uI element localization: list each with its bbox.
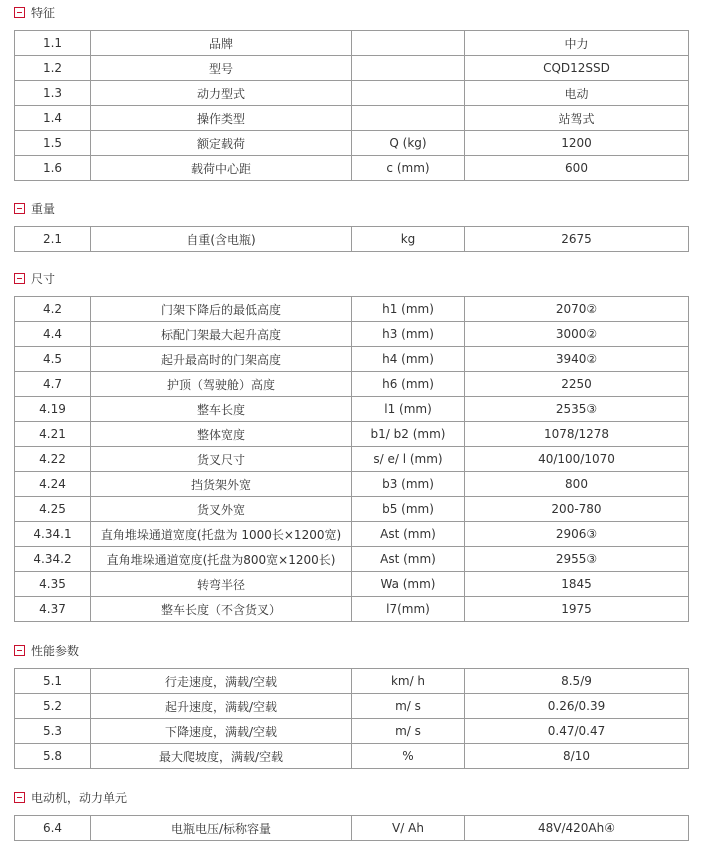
section-header [14, 642, 79, 658]
item-name-cell: 货叉尺寸 [91, 447, 352, 472]
table-row [15, 547, 689, 572]
item-unit-cell: l1 (mm) [352, 397, 465, 422]
item-value-cell: 3000② [465, 322, 689, 347]
item-value-cell: 40/100/1070 [465, 447, 689, 472]
table-row [15, 31, 689, 56]
item-value-cell: 0.26/0.39 [465, 694, 689, 719]
item-name-cell: 整车长度（不含货叉） [91, 597, 352, 622]
table-row [15, 572, 689, 597]
item-name-cell: 型号 [91, 56, 352, 81]
item-unit-cell: m/ s [352, 694, 465, 719]
item-value-cell: 2906③ [465, 522, 689, 547]
item-name-cell: 起升最高时的门架高度 [91, 347, 352, 372]
item-number-cell: 2.1 [15, 227, 91, 252]
item-number-cell: 4.25 [15, 497, 91, 522]
table-row [15, 322, 689, 347]
item-number-cell: 1.2 [15, 56, 91, 81]
item-value-cell: 站驾式 [465, 106, 689, 131]
item-number-cell: 4.4 [15, 322, 91, 347]
item-number-cell: 1.5 [15, 131, 91, 156]
section-title: 性能参数 [31, 643, 80, 658]
item-value-cell: CQD12SSD [465, 56, 689, 81]
collapse-minus-icon[interactable] [14, 792, 25, 803]
item-unit-cell: l7(mm) [352, 597, 465, 622]
section-header [14, 270, 55, 286]
item-unit-cell [352, 31, 465, 56]
item-number-cell: 4.34.1 [15, 522, 91, 547]
item-name-cell: 整体宽度 [91, 422, 352, 447]
item-value-cell: 48V/420Ah④ [465, 816, 689, 841]
item-value-cell: 3940② [465, 347, 689, 372]
table-row [15, 422, 689, 447]
item-unit-cell: Wa (mm) [352, 572, 465, 597]
item-unit-cell [352, 106, 465, 131]
table-row [15, 156, 689, 181]
table-row [15, 56, 689, 81]
table-row [15, 744, 689, 769]
spec-table [14, 668, 689, 769]
table-row [15, 472, 689, 497]
item-name-cell: 起升速度，满载/空载 [91, 694, 352, 719]
table-row [15, 347, 689, 372]
item-name-cell: 最大爬坡度，满载/空载 [91, 744, 352, 769]
item-value-cell: 1975 [465, 597, 689, 622]
item-name-cell: 护顶（驾驶舱）高度 [91, 372, 352, 397]
item-name-cell: 自重(含电瓶) [91, 227, 352, 252]
item-name-cell: 操作类型 [91, 106, 352, 131]
item-unit-cell: s/ e/ l (mm) [352, 447, 465, 472]
table-row [15, 522, 689, 547]
item-number-cell: 4.7 [15, 372, 91, 397]
item-number-cell: 5.8 [15, 744, 91, 769]
item-number-cell: 5.2 [15, 694, 91, 719]
item-number-cell: 1.6 [15, 156, 91, 181]
item-name-cell: 整车长度 [91, 397, 352, 422]
item-value-cell: 2675 [465, 227, 689, 252]
section-title: 重量 [31, 201, 56, 216]
item-value-cell: 2250 [465, 372, 689, 397]
item-name-cell: 行走速度，满载/空载 [91, 669, 352, 694]
item-name-cell: 门架下降后的最低高度 [91, 297, 352, 322]
section-title: 电动机，动力单元 [31, 790, 128, 805]
item-name-cell: 下降速度，满载/空载 [91, 719, 352, 744]
item-name-cell: 标配门架最大起升高度 [91, 322, 352, 347]
spec-table [14, 226, 689, 252]
item-unit-cell [352, 56, 465, 81]
item-unit-cell: kg [352, 227, 465, 252]
item-number-cell: 1.3 [15, 81, 91, 106]
item-number-cell: 4.5 [15, 347, 91, 372]
item-unit-cell: b5 (mm) [352, 497, 465, 522]
table-row [15, 597, 689, 622]
item-number-cell: 1.1 [15, 31, 91, 56]
item-name-cell: 载荷中心距 [91, 156, 352, 181]
section-title: 尺寸 [31, 271, 56, 286]
item-number-cell: 4.34.2 [15, 547, 91, 572]
table-row [15, 106, 689, 131]
item-number-cell: 4.22 [15, 447, 91, 472]
table-row [15, 227, 689, 252]
item-unit-cell: m/ s [352, 719, 465, 744]
table-row [15, 669, 689, 694]
item-unit-cell [352, 81, 465, 106]
item-unit-cell: % [352, 744, 465, 769]
item-number-cell: 5.1 [15, 669, 91, 694]
item-number-cell: 5.3 [15, 719, 91, 744]
item-name-cell: 额定载荷 [91, 131, 352, 156]
item-unit-cell: h3 (mm) [352, 322, 465, 347]
item-unit-cell: V/ Ah [352, 816, 465, 841]
item-unit-cell: c (mm) [352, 156, 465, 181]
collapse-minus-icon[interactable] [14, 273, 25, 284]
item-name-cell: 转弯半径 [91, 572, 352, 597]
item-unit-cell: h1 (mm) [352, 297, 465, 322]
section-header [14, 200, 55, 216]
section-header [14, 789, 127, 805]
item-number-cell: 1.4 [15, 106, 91, 131]
table-row [15, 372, 689, 397]
table-row [15, 719, 689, 744]
table-row [15, 694, 689, 719]
spec-table [14, 30, 689, 181]
collapse-minus-icon[interactable] [14, 203, 25, 214]
item-name-cell: 挡货架外宽 [91, 472, 352, 497]
item-unit-cell: Q (kg) [352, 131, 465, 156]
item-unit-cell: b3 (mm) [352, 472, 465, 497]
item-number-cell: 4.19 [15, 397, 91, 422]
table-row [15, 131, 689, 156]
item-value-cell: 200-780 [465, 497, 689, 522]
item-name-cell: 直角堆垛通道宽度(托盘为 1000长×1200宽) [91, 522, 352, 547]
table-row [15, 397, 689, 422]
item-name-cell: 货叉外宽 [91, 497, 352, 522]
item-value-cell: 2955③ [465, 547, 689, 572]
table-row [15, 447, 689, 472]
item-unit-cell: b1/ b2 (mm) [352, 422, 465, 447]
item-name-cell: 品牌 [91, 31, 352, 56]
item-value-cell: 0.47/0.47 [465, 719, 689, 744]
spec-table [14, 296, 689, 622]
item-value-cell: 600 [465, 156, 689, 181]
item-value-cell: 1200 [465, 131, 689, 156]
item-unit-cell: km/ h [352, 669, 465, 694]
item-number-cell: 4.35 [15, 572, 91, 597]
item-value-cell: 中力 [465, 31, 689, 56]
item-number-cell: 4.21 [15, 422, 91, 447]
item-unit-cell: h4 (mm) [352, 347, 465, 372]
item-value-cell: 2535③ [465, 397, 689, 422]
item-unit-cell: h6 (mm) [352, 372, 465, 397]
item-unit-cell: Ast (mm) [352, 522, 465, 547]
table-row [15, 297, 689, 322]
item-value-cell: 800 [465, 472, 689, 497]
item-value-cell: 8.5/9 [465, 669, 689, 694]
item-value-cell: 8/10 [465, 744, 689, 769]
table-row [15, 81, 689, 106]
table-row [15, 497, 689, 522]
collapse-minus-icon[interactable] [14, 645, 25, 656]
item-name-cell: 电瓶电压/标称容量 [91, 816, 352, 841]
item-value-cell: 1078/1278 [465, 422, 689, 447]
item-unit-cell: Ast (mm) [352, 547, 465, 572]
item-number-cell: 6.4 [15, 816, 91, 841]
item-name-cell: 直角堆垛通道宽度(托盘为800宽×1200长) [91, 547, 352, 572]
item-number-cell: 4.37 [15, 597, 91, 622]
item-value-cell: 2070② [465, 297, 689, 322]
collapse-minus-icon[interactable] [14, 7, 25, 18]
table-row [15, 816, 689, 841]
item-name-cell: 动力型式 [91, 81, 352, 106]
section-title: 特征 [31, 5, 56, 20]
item-number-cell: 4.2 [15, 297, 91, 322]
item-value-cell: 1845 [465, 572, 689, 597]
item-number-cell: 4.24 [15, 472, 91, 497]
section-header [14, 4, 55, 20]
item-value-cell: 电动 [465, 81, 689, 106]
spec-table [14, 815, 689, 841]
